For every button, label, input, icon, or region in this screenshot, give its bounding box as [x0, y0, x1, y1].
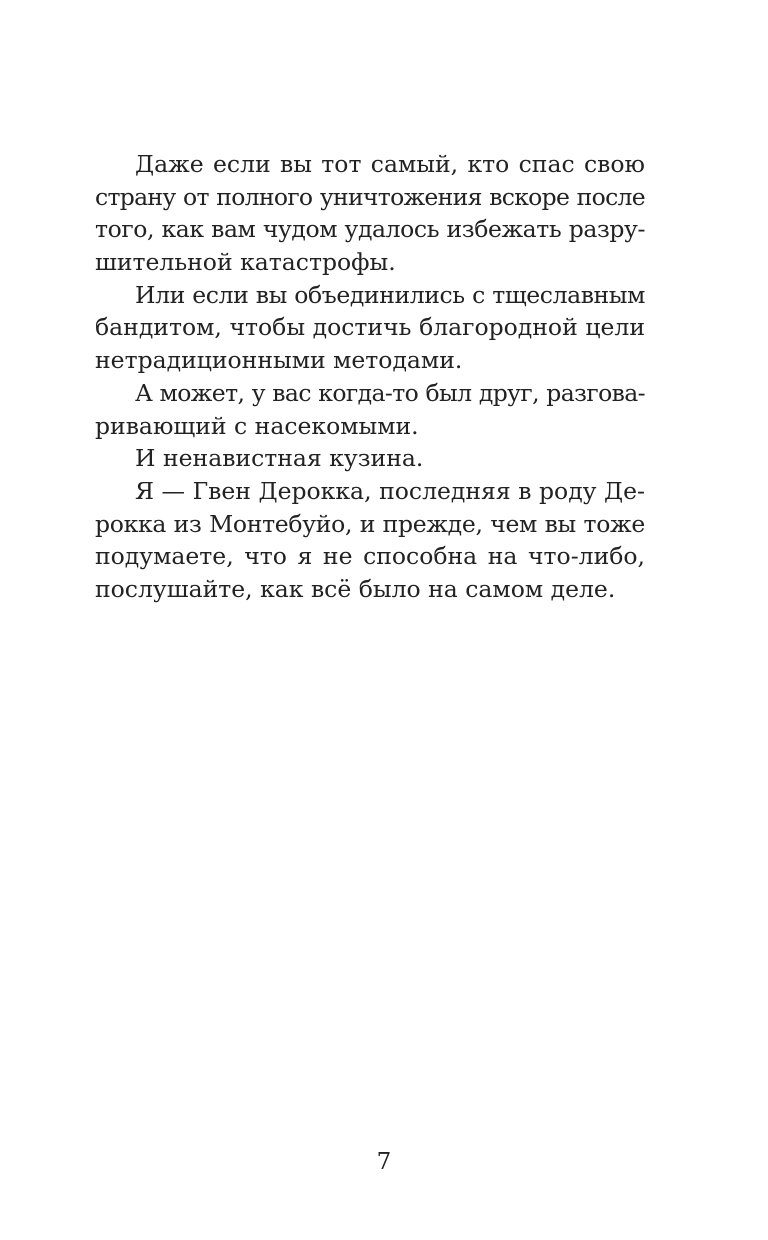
text-line: подумаете, что я не способна на что-либо, — [95, 542, 645, 571]
text-line: А может, у вас когда-то был друг, разгова- — [135, 378, 645, 407]
text-line: шительной катастрофы. — [95, 248, 396, 277]
page-number: 7 — [376, 1149, 392, 1175]
text-line: Или если вы объединились с тщеславным — [135, 280, 645, 309]
text-line: страну от полного уничтожения вскоре после — [95, 182, 645, 211]
text-line: нетрадиционными методами. — [95, 346, 463, 375]
text-line: ривающий с насекомыми. — [95, 411, 419, 440]
body-text — [95, 148, 645, 606]
text-line: рокка из Монтебуйо, и прежде, чем вы тоже — [95, 509, 645, 538]
text-line: И ненавистная кузина. — [135, 444, 424, 473]
text-line: Я — Гвен Дерокка, последняя в роду Де- — [135, 476, 645, 505]
text-line: Даже если вы тот самый, кто спас свою — [135, 150, 645, 178]
text-line: послушайте, как всё было на самом деле. — [95, 574, 616, 603]
text-line: бандитом, чтобы достичь благородной цели — [95, 313, 645, 342]
text-line: того, как вам чудом удалось избежать разру- — [95, 215, 645, 244]
